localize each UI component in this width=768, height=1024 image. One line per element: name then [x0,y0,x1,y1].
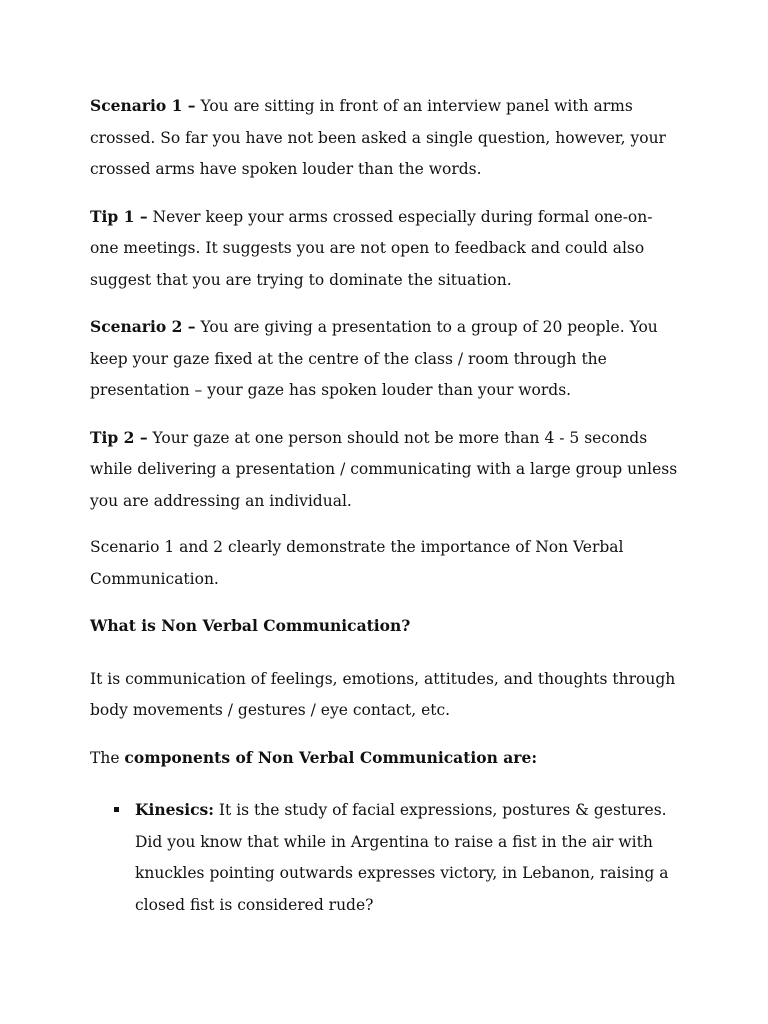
components-intro-bold: components of Non Verbal Communication are: [124,747,538,767]
scenario-1-label: Scenario 1 – [90,96,196,115]
components-intro-prefix: The [90,748,125,767]
scenario-2-label: Scenario 2 – [90,317,196,336]
tip-2-label: Tip 2 – [90,427,148,447]
list-item [90,794,680,921]
components-intro [90,742,680,775]
definition-paragraph: It is communication of feelings, emotions, attitudes, and thoughts through body movements / gestures / eye contact, etc. [90,669,676,719]
scenario-1-text: You are sitting in front of an interview panel with arms crossed. So far you have not been asked a single question, however, your crossed arms have spoken louder than the words. [90,97,666,178]
tip-1-paragraph [90,201,680,297]
tip-1-text: Never keep your arms crossed especially during formal one-on-one meetings. It suggests you are not open to feedback and could also suggest that you are trying to dominate the situation. [90,207,653,289]
tip-1-label: Tip 1 – [90,206,148,226]
scenario-2-paragraph [90,311,680,407]
tip-2-paragraph [90,422,680,518]
components-list [90,794,680,921]
scenario-1-paragraph [90,90,680,186]
document-page [90,90,680,921]
section-heading: What is Non Verbal Communication? [90,616,411,635]
bullet-text: It is the study of facial expressions, postures & gestures. Did you know that while in Argentina to raise a fist in the air with knuckles pointing outwards expresses victory, in Lebanon, raising a closed fist is considered rude? [135,801,669,914]
scenario-2-text: You are giving a presentation to a group of 20 people. You keep your gaze fixed at the centre of the class / room through the presentation – your gaze has spoken louder than your words. [90,318,658,399]
summary-paragraph: Scenario 1 and 2 clearly demonstrate the importance of Non Verbal Communication. [90,538,624,588]
tip-2-text: Your gaze at one person should not be more than 4 - 5 seconds while delivering a presentation / communicating with a large group unless you are addressing an individual. [90,428,678,510]
square-bullet-icon [114,807,119,812]
bullet-term: Kinesics: [135,800,214,819]
